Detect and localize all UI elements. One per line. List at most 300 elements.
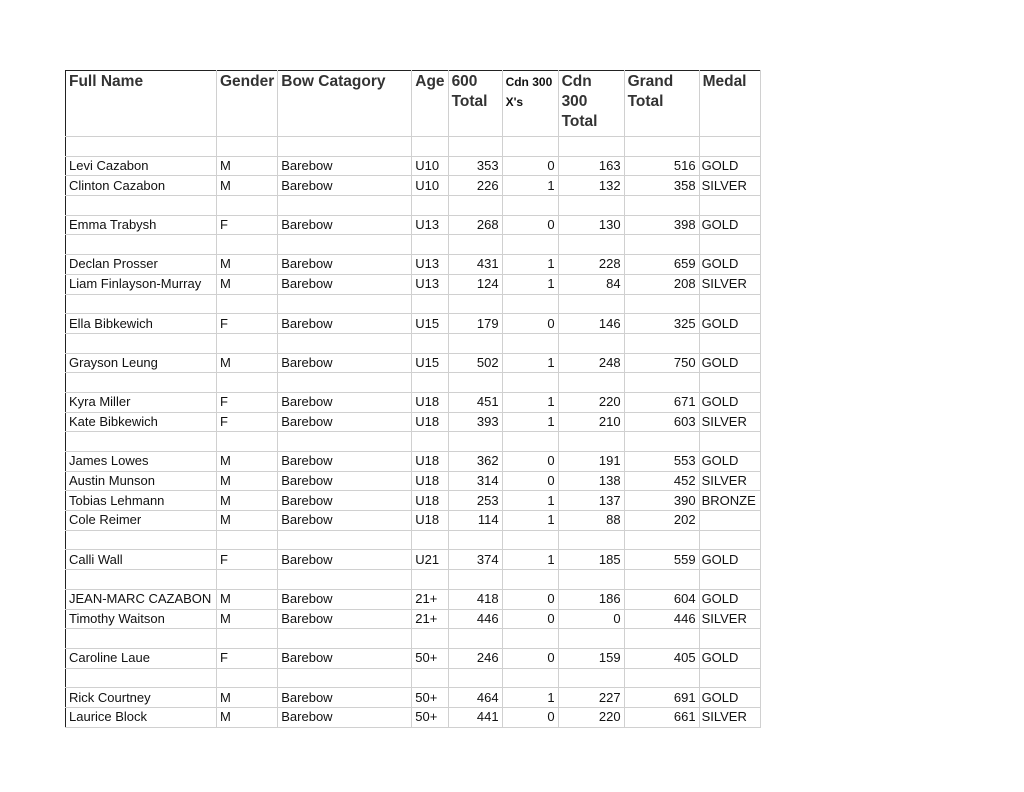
cell-cdn300-total [558, 137, 624, 157]
table-row [66, 392, 761, 412]
cell-cdn300-total: 132 [558, 176, 624, 196]
cell-medal [699, 196, 760, 216]
cell-grand-total [624, 629, 699, 649]
cell-age: U15 [412, 353, 448, 373]
cell-cdn300-xs: 1 [502, 412, 558, 432]
cell-medal: SILVER [699, 412, 760, 432]
cell-cdn300-total [558, 196, 624, 216]
table-row [66, 156, 761, 176]
cell-cdn300-total: 185 [558, 550, 624, 570]
cell-gender: M [217, 511, 278, 531]
cell-cdn300-xs: 0 [502, 707, 558, 727]
cell-bow-category [278, 235, 412, 255]
cell-gender: M [217, 707, 278, 727]
cell-grand-total [624, 294, 699, 314]
cell-600-total: 393 [448, 412, 502, 432]
cell-gender: M [217, 471, 278, 491]
table-header [66, 71, 761, 137]
cell-bow-category: Barebow [278, 609, 412, 629]
cell-bow-category [278, 373, 412, 393]
cell-600-total: 451 [448, 392, 502, 412]
cell-full-name [66, 432, 217, 452]
table-row [66, 707, 761, 727]
cell-bow-category [278, 137, 412, 157]
cell-medal: GOLD [699, 589, 760, 609]
table-body [66, 137, 761, 728]
cell-age: U13 [412, 274, 448, 294]
cell-grand-total: 358 [624, 176, 699, 196]
cell-cdn300-xs [502, 235, 558, 255]
cell-600-total [448, 629, 502, 649]
cell-medal: GOLD [699, 215, 760, 235]
cell-gender: F [217, 392, 278, 412]
cell-grand-total [624, 196, 699, 216]
cell-cdn300-total: 227 [558, 688, 624, 708]
cell-cdn300-xs: 1 [502, 688, 558, 708]
cell-full-name: Calli Wall [66, 550, 217, 570]
cell-600-total: 502 [448, 353, 502, 373]
cell-full-name: Caroline Laue [66, 648, 217, 668]
cell-bow-category: Barebow [278, 176, 412, 196]
cell-cdn300-total [558, 333, 624, 353]
cell-medal [699, 235, 760, 255]
cell-age [412, 196, 448, 216]
cell-600-total: 179 [448, 314, 502, 334]
cell-medal: SILVER [699, 176, 760, 196]
cell-bow-category: Barebow [278, 648, 412, 668]
header-grand-total: Grand Total [624, 71, 699, 137]
cell-cdn300-xs: 1 [502, 511, 558, 531]
cell-cdn300-total [558, 432, 624, 452]
cell-full-name [66, 196, 217, 216]
cell-cdn300-xs: 0 [502, 314, 558, 334]
cell-grand-total [624, 432, 699, 452]
cell-grand-total: 604 [624, 589, 699, 609]
blank-row [66, 294, 761, 314]
cell-cdn300-xs: 0 [502, 609, 558, 629]
cell-full-name: Emma Trabysh [66, 215, 217, 235]
cell-full-name: Ella Bibkewich [66, 314, 217, 334]
header-medal: Medal [699, 71, 760, 137]
cell-full-name [66, 570, 217, 590]
cell-cdn300-total: 220 [558, 707, 624, 727]
cell-bow-category [278, 294, 412, 314]
cell-cdn300-xs: 0 [502, 156, 558, 176]
cell-full-name: Cole Reimer [66, 511, 217, 531]
cell-bow-category: Barebow [278, 392, 412, 412]
cell-gender: M [217, 156, 278, 176]
cell-600-total [448, 668, 502, 688]
cell-gender: M [217, 274, 278, 294]
cell-600-total [448, 373, 502, 393]
cell-age: U18 [412, 511, 448, 531]
cell-cdn300-xs: 1 [502, 274, 558, 294]
cell-gender [217, 530, 278, 550]
cell-cdn300-xs [502, 373, 558, 393]
cell-cdn300-total: 159 [558, 648, 624, 668]
cell-grand-total: 452 [624, 471, 699, 491]
cell-cdn300-total [558, 373, 624, 393]
header-gender: Gender [217, 71, 278, 137]
cell-bow-category [278, 530, 412, 550]
cell-medal [699, 668, 760, 688]
cell-cdn300-xs [502, 432, 558, 452]
cell-600-total [448, 432, 502, 452]
cell-cdn300-xs: 0 [502, 648, 558, 668]
cell-bow-category [278, 196, 412, 216]
blank-row [66, 196, 761, 216]
cell-600-total: 464 [448, 688, 502, 708]
cell-medal: GOLD [699, 156, 760, 176]
cell-600-total: 441 [448, 707, 502, 727]
cell-medal: SILVER [699, 609, 760, 629]
cell-600-total [448, 235, 502, 255]
cell-full-name: Clinton Cazabon [66, 176, 217, 196]
cell-gender [217, 668, 278, 688]
table-row [66, 491, 761, 511]
cell-cdn300-xs: 1 [502, 550, 558, 570]
cell-age [412, 629, 448, 649]
cell-age: 21+ [412, 589, 448, 609]
header-cdn300-xs: Cdn 300 X's [502, 71, 558, 137]
cell-age: U18 [412, 392, 448, 412]
cell-bow-category [278, 333, 412, 353]
cell-gender: M [217, 353, 278, 373]
cell-full-name: Kate Bibkewich [66, 412, 217, 432]
cell-medal [699, 629, 760, 649]
cell-cdn300-total [558, 530, 624, 550]
cell-bow-category: Barebow [278, 589, 412, 609]
cell-600-total [448, 570, 502, 590]
cell-grand-total: 559 [624, 550, 699, 570]
cell-full-name: James Lowes [66, 452, 217, 472]
cell-age [412, 668, 448, 688]
cell-cdn300-xs [502, 530, 558, 550]
cell-gender [217, 432, 278, 452]
cell-age: U18 [412, 491, 448, 511]
table-row [66, 255, 761, 275]
cell-600-total: 418 [448, 589, 502, 609]
cell-600-total [448, 530, 502, 550]
cell-cdn300-xs: 0 [502, 471, 558, 491]
cell-grand-total: 671 [624, 392, 699, 412]
cell-grand-total [624, 570, 699, 590]
cell-bow-category: Barebow [278, 550, 412, 570]
cell-full-name: Austin Munson [66, 471, 217, 491]
cell-age [412, 373, 448, 393]
cell-full-name: Laurice Block [66, 707, 217, 727]
cell-cdn300-total: 228 [558, 255, 624, 275]
cell-gender [217, 294, 278, 314]
cell-bow-category: Barebow [278, 412, 412, 432]
cell-age [412, 432, 448, 452]
cell-gender: M [217, 176, 278, 196]
table-row [66, 511, 761, 531]
cell-grand-total: 516 [624, 156, 699, 176]
cell-gender: F [217, 648, 278, 668]
cell-grand-total [624, 137, 699, 157]
cell-medal [699, 333, 760, 353]
cell-medal: GOLD [699, 688, 760, 708]
cell-gender: M [217, 589, 278, 609]
cell-cdn300-total: 88 [558, 511, 624, 531]
blank-row [66, 373, 761, 393]
header-cdn300-total: Cdn 300 Total [558, 71, 624, 137]
cell-full-name: Levi Cazabon [66, 156, 217, 176]
cell-bow-category: Barebow [278, 452, 412, 472]
blank-row [66, 530, 761, 550]
cell-bow-category [278, 432, 412, 452]
cell-grand-total: 390 [624, 491, 699, 511]
cell-cdn300-xs [502, 570, 558, 590]
cell-full-name: Kyra Miller [66, 392, 217, 412]
blank-row [66, 137, 761, 157]
cell-medal [699, 294, 760, 314]
cell-medal [699, 137, 760, 157]
cell-cdn300-xs [502, 629, 558, 649]
cell-full-name: Declan Prosser [66, 255, 217, 275]
cell-medal: SILVER [699, 471, 760, 491]
cell-full-name [66, 530, 217, 550]
header-full-name: Full Name [66, 71, 217, 137]
cell-full-name: Tobias Lehmann [66, 491, 217, 511]
cell-age: 50+ [412, 707, 448, 727]
cell-gender [217, 570, 278, 590]
cell-gender [217, 235, 278, 255]
cell-600-total: 124 [448, 274, 502, 294]
cell-cdn300-total: 0 [558, 609, 624, 629]
cell-600-total: 114 [448, 511, 502, 531]
cell-bow-category: Barebow [278, 471, 412, 491]
cell-600-total [448, 137, 502, 157]
cell-age: U18 [412, 452, 448, 472]
cell-600-total: 253 [448, 491, 502, 511]
cell-full-name [66, 333, 217, 353]
cell-medal [699, 511, 760, 531]
cell-grand-total: 202 [624, 511, 699, 531]
results-table [65, 70, 761, 728]
cell-grand-total [624, 373, 699, 393]
cell-bow-category: Barebow [278, 491, 412, 511]
cell-medal [699, 432, 760, 452]
header-row [66, 71, 761, 137]
cell-full-name [66, 373, 217, 393]
cell-age [412, 530, 448, 550]
cell-grand-total: 208 [624, 274, 699, 294]
cell-cdn300-xs: 1 [502, 392, 558, 412]
cell-full-name: Grayson Leung [66, 353, 217, 373]
cell-bow-category: Barebow [278, 274, 412, 294]
cell-600-total: 431 [448, 255, 502, 275]
cell-gender: F [217, 550, 278, 570]
cell-cdn300-total: 137 [558, 491, 624, 511]
cell-cdn300-xs: 1 [502, 353, 558, 373]
cell-gender [217, 629, 278, 649]
cell-grand-total [624, 333, 699, 353]
cell-age [412, 235, 448, 255]
cell-grand-total: 405 [624, 648, 699, 668]
table-row [66, 176, 761, 196]
cell-cdn300-total: 84 [558, 274, 624, 294]
table-row [66, 688, 761, 708]
table-row [66, 215, 761, 235]
cell-gender [217, 373, 278, 393]
cell-gender: F [217, 314, 278, 334]
cell-cdn300-total: 220 [558, 392, 624, 412]
header-600-total: 600 Total [448, 71, 502, 137]
cell-bow-category [278, 629, 412, 649]
cell-medal: GOLD [699, 452, 760, 472]
blank-row [66, 570, 761, 590]
cell-gender [217, 137, 278, 157]
table-row [66, 471, 761, 491]
cell-grand-total: 446 [624, 609, 699, 629]
cell-cdn300-total: 138 [558, 471, 624, 491]
cell-cdn300-total [558, 668, 624, 688]
cell-bow-category: Barebow [278, 688, 412, 708]
cell-bow-category: Barebow [278, 511, 412, 531]
cell-medal: GOLD [699, 255, 760, 275]
cell-cdn300-total: 210 [558, 412, 624, 432]
blank-row [66, 668, 761, 688]
cell-full-name [66, 629, 217, 649]
cell-cdn300-total: 186 [558, 589, 624, 609]
cell-grand-total: 661 [624, 707, 699, 727]
cell-age: 50+ [412, 648, 448, 668]
cell-bow-category [278, 668, 412, 688]
header-age: Age [412, 71, 448, 137]
cell-cdn300-xs: 1 [502, 255, 558, 275]
cell-cdn300-total [558, 629, 624, 649]
cell-cdn300-xs [502, 196, 558, 216]
cell-600-total: 353 [448, 156, 502, 176]
cell-cdn300-xs [502, 137, 558, 157]
table-row [66, 550, 761, 570]
table-row [66, 589, 761, 609]
cell-bow-category: Barebow [278, 353, 412, 373]
table-row [66, 353, 761, 373]
cell-medal: GOLD [699, 314, 760, 334]
blank-row [66, 432, 761, 452]
cell-age: U21 [412, 550, 448, 570]
cell-cdn300-xs: 1 [502, 176, 558, 196]
cell-cdn300-xs [502, 668, 558, 688]
header-bow-category: Bow Catagory [278, 71, 412, 137]
cell-cdn300-total: 248 [558, 353, 624, 373]
cell-600-total: 226 [448, 176, 502, 196]
cell-cdn300-xs: 0 [502, 215, 558, 235]
cell-medal: BRONZE [699, 491, 760, 511]
cell-grand-total: 691 [624, 688, 699, 708]
cell-600-total: 246 [448, 648, 502, 668]
table-row [66, 452, 761, 472]
cell-age: U18 [412, 471, 448, 491]
cell-600-total [448, 196, 502, 216]
cell-medal [699, 373, 760, 393]
cell-600-total: 314 [448, 471, 502, 491]
cell-cdn300-total [558, 294, 624, 314]
cell-gender: M [217, 491, 278, 511]
cell-cdn300-total: 191 [558, 452, 624, 472]
cell-600-total: 374 [448, 550, 502, 570]
cell-full-name [66, 235, 217, 255]
cell-cdn300-total: 163 [558, 156, 624, 176]
cell-gender: M [217, 688, 278, 708]
cell-age [412, 137, 448, 157]
table-row [66, 314, 761, 334]
cell-600-total: 362 [448, 452, 502, 472]
cell-600-total: 268 [448, 215, 502, 235]
blank-row [66, 629, 761, 649]
cell-medal: GOLD [699, 392, 760, 412]
cell-600-total [448, 294, 502, 314]
cell-gender: F [217, 215, 278, 235]
cell-bow-category: Barebow [278, 215, 412, 235]
cell-full-name [66, 137, 217, 157]
cell-bow-category [278, 570, 412, 590]
table-row [66, 609, 761, 629]
cell-bow-category: Barebow [278, 156, 412, 176]
cell-cdn300-total [558, 235, 624, 255]
cell-medal: GOLD [699, 550, 760, 570]
cell-age: U18 [412, 412, 448, 432]
cell-full-name: JEAN-MARC CAZABON [66, 589, 217, 609]
cell-age: 50+ [412, 688, 448, 708]
cell-bow-category: Barebow [278, 707, 412, 727]
cell-gender: M [217, 255, 278, 275]
cell-gender [217, 196, 278, 216]
cell-gender [217, 333, 278, 353]
cell-full-name: Liam Finlayson-Murray [66, 274, 217, 294]
cell-age: U13 [412, 215, 448, 235]
cell-medal: GOLD [699, 353, 760, 373]
cell-full-name: Rick Courtney [66, 688, 217, 708]
cell-cdn300-total: 146 [558, 314, 624, 334]
cell-medal: GOLD [699, 648, 760, 668]
cell-gender: M [217, 452, 278, 472]
cell-age [412, 570, 448, 590]
cell-medal [699, 530, 760, 550]
cell-grand-total: 750 [624, 353, 699, 373]
cell-gender: M [217, 609, 278, 629]
table-row [66, 274, 761, 294]
cell-age: U10 [412, 156, 448, 176]
blank-row [66, 333, 761, 353]
cell-cdn300-total: 130 [558, 215, 624, 235]
cell-bow-category: Barebow [278, 255, 412, 275]
cell-cdn300-total [558, 570, 624, 590]
cell-grand-total: 553 [624, 452, 699, 472]
cell-cdn300-xs: 0 [502, 589, 558, 609]
cell-full-name [66, 668, 217, 688]
cell-age: U10 [412, 176, 448, 196]
blank-row [66, 235, 761, 255]
cell-600-total: 446 [448, 609, 502, 629]
table-row [66, 648, 761, 668]
cell-grand-total [624, 530, 699, 550]
cell-grand-total: 659 [624, 255, 699, 275]
cell-grand-total: 325 [624, 314, 699, 334]
cell-600-total [448, 333, 502, 353]
cell-cdn300-xs: 0 [502, 452, 558, 472]
cell-cdn300-xs [502, 333, 558, 353]
cell-grand-total [624, 235, 699, 255]
cell-age [412, 333, 448, 353]
cell-full-name: Timothy Waitson [66, 609, 217, 629]
cell-cdn300-xs: 1 [502, 491, 558, 511]
cell-age: U15 [412, 314, 448, 334]
cell-cdn300-xs [502, 294, 558, 314]
